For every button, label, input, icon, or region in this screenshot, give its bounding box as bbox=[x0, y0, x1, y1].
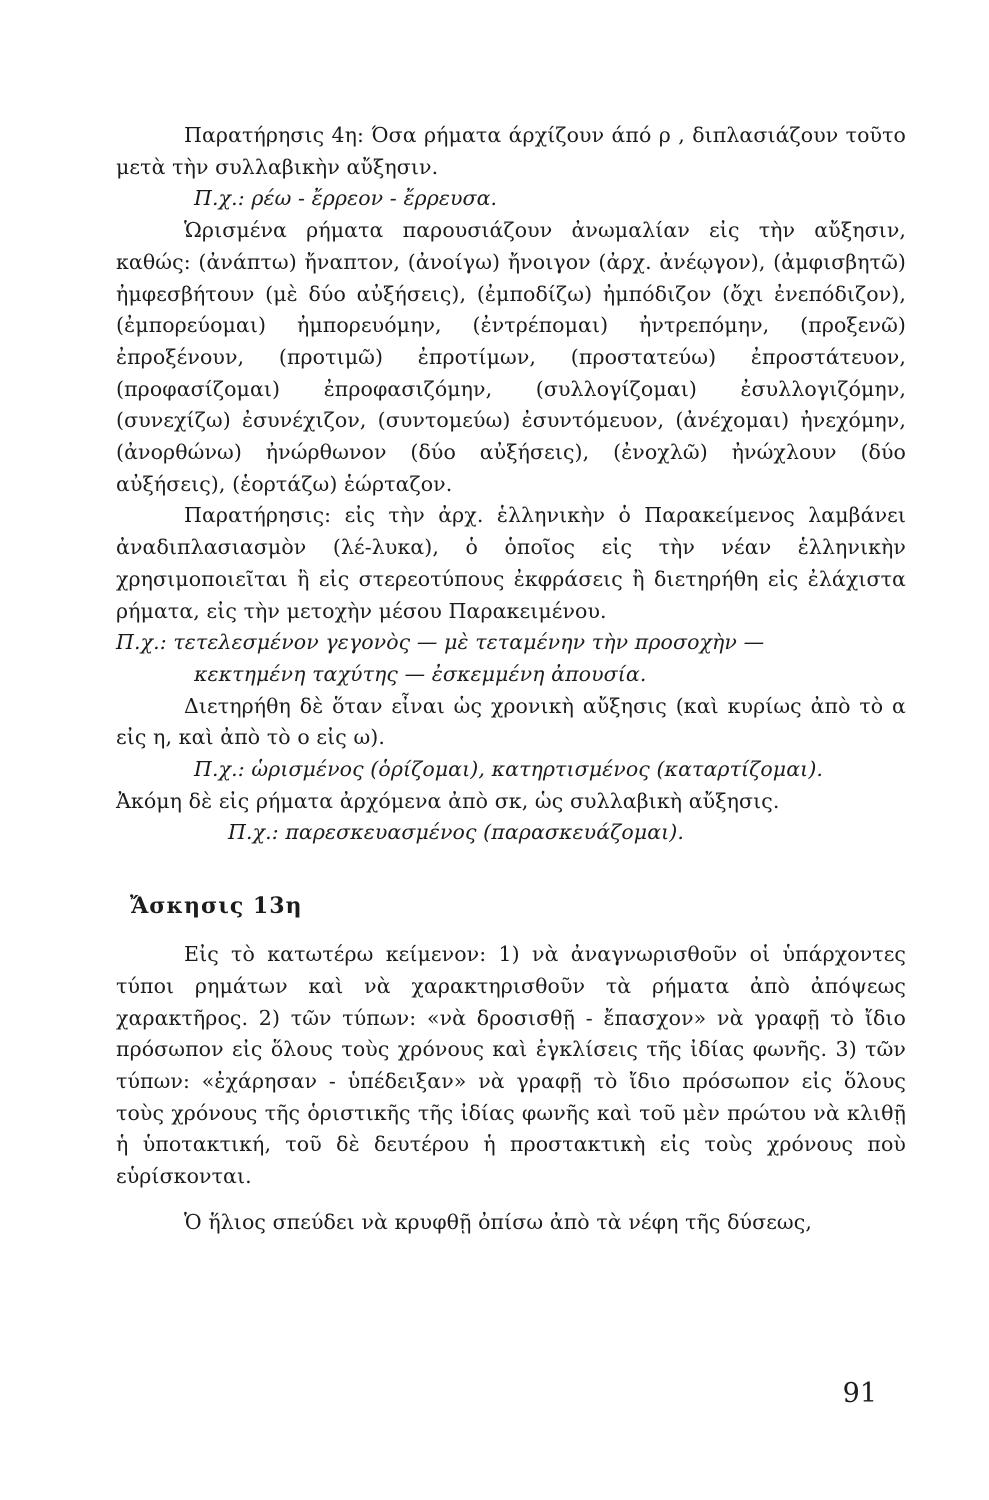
page-body bbox=[116, 120, 906, 1239]
paragraph-temporal-augment: Διετηρήθη δὲ ὅταν εἶναι ὡς χρονικὴ αὔξησις (καὶ κυρίως ἀπὸ τὸ α εἰς η, καὶ ἀπὸ τὸ ο εἰς ω). bbox=[116, 693, 906, 750]
paragraph-remark-4: Παρατήρησις 4η: Όσα ρήματα άρχίζουν άπό ρ , διπλασιάζουν τοῦτο μετὰ τὴν συλλαβικὴν αὔξησιν. bbox=[116, 123, 906, 179]
exercise-heading: Ἄσκησις 13η bbox=[130, 893, 303, 920]
page-number: 91 bbox=[842, 1378, 877, 1409]
example-sk-verbs: Π.χ.: παρεσκευασμένος (παρασκευάζομαι). bbox=[228, 820, 685, 845]
example-temporal-augment: Π.χ.: ὡρισμένος (ὁρίζομαι), κατηρτισμένος (καταρτίζομαι). bbox=[194, 757, 824, 782]
paragraph-exercise-text: Ὁ ἥλιος σπεύδει νὰ κρυφθῇ ὀπίσω ἀπὸ τὰ νέφη τῆς δύσεως, bbox=[184, 1209, 812, 1234]
example-perfect-2: κεκτημένη ταχύτης — ἐσκεμμένη ἀπουσία. bbox=[194, 661, 647, 686]
example-remark-4: Π.χ.: ρέω - ἔρρεον - ἔρρευσα. bbox=[194, 186, 498, 211]
example-perfect-1: Π.χ.: τετελεσμένον γεγονὸς — μὲ τεταμένην τὴν προσοχὴν — bbox=[116, 630, 765, 655]
paragraph-irregular-augment: Ὡρισμένα ρήματα παρουσιάζουν ἀνωμαλίαν εἰς τὴν αὔξησιν, καθώς: (ἀνάπτω) ἤναπτον, (ἀνοίγω) ἤνοιγον (ἀρχ. ἀνέῳγον), (ἀμφισβητῶ) ἠμφεσβήτουν (μὲ δύο αὐξήσεις), (ἐμποδίζω) ἠμπόδιζον (ὄχι ἐνεπόδιζον), (ἐμπορεύομαι) ἠμπορευόμην, (ἐντρέπομαι) ἠντρεπόμην, (προξενῶ) ἐπροξένουν, (προτιμῶ) ἐπροτίμων, (προστατεύω) ἐπροστάτευον, (προφασίζομαι) ἐπροφασιζόμην, (συλλογίζομαι) ἐσυλλογιζόμην, (συνεχίζω) ἐσυνέχιζον, (συντομεύω) ἐσυντόμευον, (ἀνέχομαι) ἠνεχόμην, (ἀνορθώνω) ἠνώρθωνον (δύο αὐξήσεις), (ἐνοχλῶ) ἠνώχλουν (δύο αὐξήσεις), (ἑορτάζω) ἑώρταζον. bbox=[116, 218, 906, 496]
paragraph-exercise-instructions: Εἰς τὸ κατωτέρω κείμενον: 1) νὰ ἀναγνωρισθοῦν οἱ ὑπάρχοντες τύποι ρημάτων καὶ νὰ χαρακτηρισθοῦν τὰ ρήματα ἀπὸ ἀπόψεως χαρακτῆρος. 2) τῶν τύπων: «νὰ δροσισθῇ - ἔπασχον» νὰ γραφῇ τὸ ἴδιο πρόσωπον εἰς ὅλους τοὺς χρόνους καὶ ἐγκλίσεις τῆς ἰδίας φωνῆς. 3) τῶν τύπων: «ἐχάρησαν - ὑπέδειξαν» νὰ γραφῇ τὸ ἴδιο πρόσωπον εἰς ὅλους τοὺς χρόνους τῆς ὁριστικῆς τῆς ἰδίας φωνῆς καὶ τοῦ μὲν πρώτου νὰ κλιθῇ ἡ ὑποτακτική, τοῦ δὲ δευτέρου ἡ προστακτικὴ εἰς τοὺς χρόνους ποὺ εὑρίσκονται. bbox=[116, 942, 906, 1189]
paragraph-sk-verbs: Ἀκόμη δὲ εἰς ρήματα ἀρχόμενα ἀπὸ σκ, ὡς συλλαβικὴ αὔξησις. bbox=[116, 788, 780, 813]
paragraph-remark-perfect: Παρατήρησις: εἰς τὴν ἀρχ. ἑλληνικὴν ὁ Παρακείμενος λαμβάνει ἀναδιπλασιασμὸν (λέ-λυκα), ὁ ὁποῖος εἰς τὴν νέαν ἑλληνικὴν χρησιμοποιεῖται ἢ εἰς στερεοτύπους ἐκφράσεις ἢ διετηρήθη εἰς ἐλάχιστα ρήματα, εἰς τὴν μετοχὴν μέσου Παρακειμένου. bbox=[116, 503, 906, 623]
